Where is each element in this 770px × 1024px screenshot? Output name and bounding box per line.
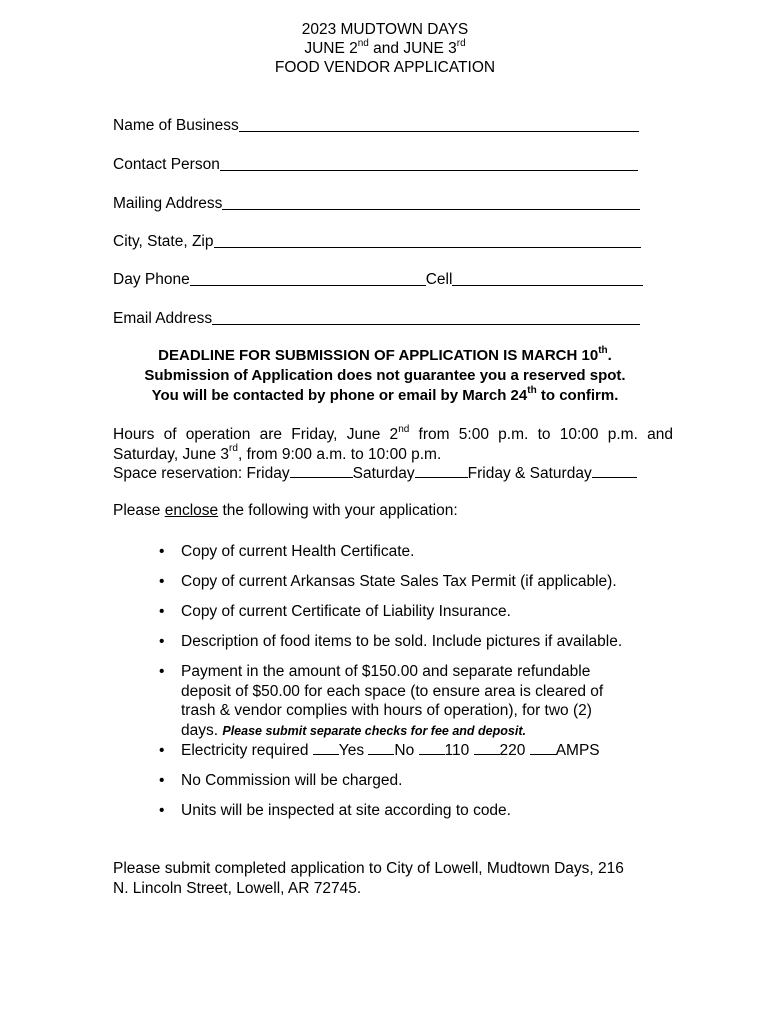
document-header (0, 20, 770, 77)
space-reservation: Space reservation: Friday Saturday Friday & Saturday (113, 464, 673, 484)
deadline-notice (0, 346, 770, 406)
city-state-zip-line[interactable] (214, 232, 641, 248)
enclose-instructions: Please enclose the following with your application: (113, 502, 458, 519)
bullet-payment: • Payment in the amount of $150.00 and separate refundable deposit of $50.00 for each space (to ensure area is cleared of trash & vendor complies with hours of operation), for two (2) days. Please submit separate checks for fee and deposit. (181, 662, 661, 741)
mailing-address-field[interactable] (113, 193, 640, 213)
bullet-liability-insurance: • Copy of current Certificate of Liability Insurance. (181, 602, 661, 622)
email-address-field[interactable] (113, 308, 640, 328)
hours-line-1: Hours of operation are Friday, June 2nd from 5:00 p.m. to 10:00 p.m. and (113, 423, 673, 443)
submission-address: Please submit completed application to City of Lowell, Mudtown Days, 216 N. Lincoln Street, Lowell, AR 72745. (113, 860, 624, 897)
bullet-food-description: • Description of food items to be sold. Include pictures if available. (181, 632, 661, 652)
contact-person-label: Contact Person (113, 156, 220, 173)
bullet-electricity: • Electricity required Yes No 110 220 AMPS (181, 741, 661, 761)
saturday-blank[interactable] (415, 464, 468, 478)
bullet-health-certificate: • Copy of current Health Certificate. (181, 542, 661, 562)
bullet-no-commission: • No Commission will be charged. (181, 771, 661, 791)
contact-person-field[interactable] (113, 154, 638, 174)
deadline-line: DEADLINE FOR SUBMISSION OF APPLICATION IS MARCH 10th. (158, 345, 612, 364)
phone-field[interactable] (113, 269, 643, 289)
header-form-title: FOOD VENDOR APPLICATION (274, 59, 496, 76)
email-address-label: Email Address (113, 310, 213, 327)
mailing-address-line[interactable] (222, 194, 640, 210)
email-address-line[interactable] (212, 309, 640, 325)
contact-person-line[interactable] (220, 155, 638, 171)
friday-blank[interactable] (290, 464, 353, 478)
electricity-amps-blank[interactable] (530, 741, 556, 755)
bullet-inspection: • Units will be inspected at site according to code. (181, 801, 661, 821)
electricity-220-blank[interactable] (474, 741, 500, 755)
bullet-sales-tax-permit: • Copy of current Arkansas State Sales Tax Permit (if applicable). (181, 572, 661, 592)
business-name-line[interactable] (239, 116, 639, 132)
cell-line[interactable] (452, 270, 643, 286)
mailing-address-label: Mailing Address (113, 195, 223, 212)
electricity-no-blank[interactable] (368, 741, 394, 755)
header-dates: JUNE 2nd and JUNE 3rd (304, 37, 466, 57)
electricity-110-blank[interactable] (419, 741, 445, 755)
contact-confirm-line: You will be contacted by phone or email by March 24th to confirm. (151, 385, 619, 404)
header-event-title: 2023 MUDTOWN DAYS (301, 21, 469, 38)
electricity-yes-blank[interactable] (313, 741, 339, 755)
hours-line-2: Saturday, June 3rd, from 9:00 a.m. to 10:00 p.m. (113, 443, 442, 463)
business-name-field[interactable] (113, 115, 639, 135)
hours-section (113, 425, 673, 484)
business-name-label: Name of Business (113, 117, 239, 134)
city-state-zip-field[interactable] (113, 231, 641, 251)
cell-label: Cell (425, 271, 453, 288)
friday-saturday-blank[interactable] (592, 464, 637, 478)
day-phone-line[interactable] (190, 270, 426, 286)
no-guarantee-line: Submission of Application does not guarantee you a reserved spot. (144, 367, 626, 384)
city-state-zip-label: City, State, Zip (113, 233, 214, 250)
day-phone-label: Day Phone (113, 271, 190, 288)
